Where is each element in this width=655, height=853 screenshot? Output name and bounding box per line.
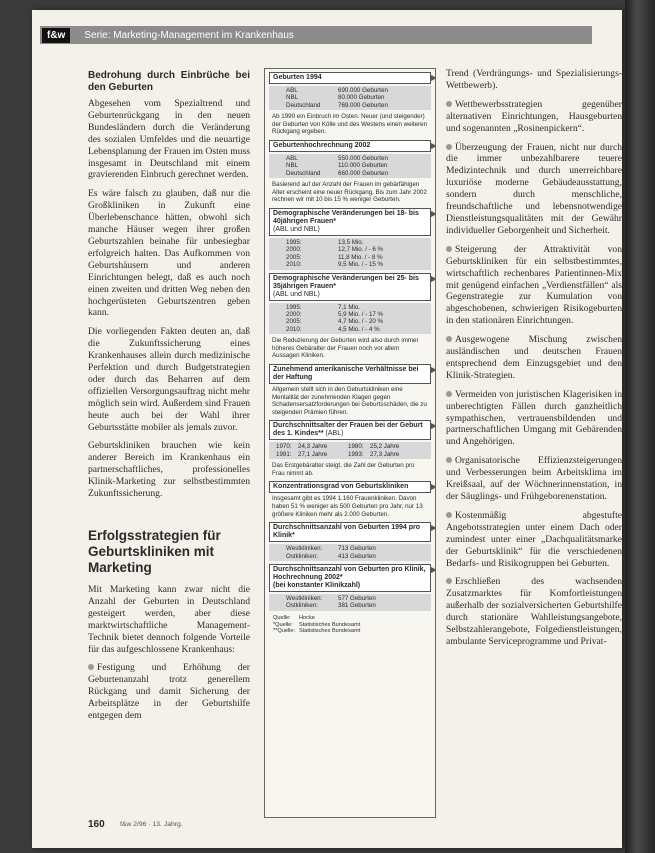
box-note: Basierend auf der Anzahl der Frauen im gebärfähigen Alter erscheint eine neuer Rückgang. Bis zum Jahr 2002 rechnen wir mit 10 bis 15 % weniger Geburten. [272,181,427,204]
stat-rows [269,238,431,270]
stat-row: Deutschland 769.000 Geburten [286,101,388,109]
paragraph: Die vorliegenden Fakten deuten an, daß die Zukunftssicherung eines Krankenhauses allein durch medizinische Perfektion und durch Budgetstrategien oder durch das Beharren auf dem offiziellen Versorgungsauftrag nicht mehr möglich sein wird. Außerdem sind Frauen heute auch bei der Wahl ihrer Geburtsstätte mobiler als jemals zuvor. [88,326,250,433]
box-title: Geburtenhochrechnung 2002 [269,140,431,152]
bullet-icon [446,336,452,342]
box-title: Demographische Veränderungen bei 25- bis 35jährigen Frauen* (ABL und NBL) [269,273,431,301]
bullet-paragraph: Steigerung der Attraktivität von Geburtskliniken für ein selbstbestimmtes, wirtschaftlich rechenbares Patientinnen-Mix mit genügend einfachen „Verdienstfällen“ als Gegenstrategie zur Kumulation von abgeschobenen, schwierigen Risikogeburten in den stationären Einrichtungen. [446,243,622,327]
stat-row: 2000: 12,7 Mio. / - 6 % [286,246,384,254]
box-title: Durchschnittsanzahl von Geburten 1994 pro Klinik* [269,522,431,542]
bullet-icon [88,664,94,670]
book-spine [625,0,655,853]
stat-row: Deutschland 660.000 Geburten [286,169,388,177]
bullet-paragraph: Überzeugung der Frauen, nicht nur durch die immer unbezahlbarere teuere Medizintechnik und durch unerreichbare luxuriöse moderne Gebäudeausstattung, sondern durch menschliche, freundschaftliche und lebensnotwendige Dienstleistungsqualitäten mit der Gewähr individueller Geborgenheit und Sicherheit. [446,141,622,236]
box-title: Demographische Veränderungen bei 18- bis 40jährigen Frauen* (ABL und NBL) [269,208,431,236]
stat-box-births-1994 [269,72,431,137]
main-heading: Erfolgsstrategien für Geburtskliniken mit Marketing [88,528,221,575]
stat-row: 2000: 5,9 Mio. / - 17 % [286,311,384,319]
stat-row: 2005: 11,8 Mio. / - 8 % [286,253,383,261]
stat-rows [269,154,431,178]
stat-box-avg-births-1994 [269,522,431,561]
bullet-icon [446,512,452,518]
paragraph: Mit Marketing kann zwar nicht die Anzahl der Geburten in Deutschland gesteigert werden, aber diese marktwirtschaftliche Management-Technik bietet dennoch folgende Vorteile für das aufgeschlossene Krankenhaus: [88,584,250,655]
magazine-logo: f&w [42,28,70,43]
stat-box-demographics-25-35 [269,273,431,361]
paragraph: Festigung und Erhöhung der Geburtenanzahl trotz generellem Rückgang und damit Sicherung der Arbeitsplätze in der Geburtshilfe entgegen dem [88,662,250,722]
left-column [88,70,250,729]
stat-row: ABL 690.000 Geburten [286,87,388,94]
stat-rows [269,303,431,335]
box-title: Zunehmend amerikanische Verhältnisse bei der Haftung [269,364,431,384]
issue-info: f&w 2/96 · 13. Jahrg. [120,821,183,828]
stat-row: Westkliniken: 713 Geburten [286,545,376,553]
bullet-icon [446,101,452,107]
bullet-paragraph: Wettbewerbsstrategien gegenüber alternativen Einrichtungen, Hausgeburten und sogenannten „Rosinenpickern“. [446,98,622,134]
section-heading: Bedrohung durch Einbrüche bei den Geburten [88,70,250,93]
stat-row: Ostkliniken: 413 Geburten [286,552,376,560]
stat-box-projection-2002 [269,140,431,205]
stat-row: 2010: 4,5 Mio. / - 4 % [286,325,380,333]
stat-row: NBL 80.000 Geburten [286,94,385,102]
bullet-paragraph: Vermeiden von juristischen Klagerisiken in unberechtigten Fällen durch ganzheitlich sympathischen, vertrauensbildenden und partnerschaftlichen Umgang mit Gebärenden und Angehörigen. [446,388,622,448]
stat-row: 1995: 13,5 Mio. [286,239,364,246]
box-note: Die Reduzierung der Geburten wird also durch immer höheres Gebäralter der Frauen noch vor allem Aussagen Kliniken. [272,337,419,360]
stat-box-demographics-18-40 [269,208,431,270]
box-note: Das Erstgebäralter steigt, die Zahl der Geburten pro Frau nimmt ab. [272,462,415,477]
box-note: Insgesamt gibt es 1994 1.160 Frauenkliniken. Davon haben 51 % weniger als 500 Geburten pro Jahr, nur 13 größere Kliniken mehr als 2.000 Geburten. [272,495,423,518]
stat-row: ABL 550.000 Geburten [286,155,388,162]
stat-rows [269,594,431,611]
stat-box-concentration [269,481,431,519]
bullet-paragraph: Erschließen des wachsenden Zusatzmarktes für Komfortleistungen außerhalb der sozialversicherten Geburtshilfe durch stationäre Wahlleistungsangebote, Selbstzahlerangebote, Folgedienstleistungen, ambulante Serviceprogramme und Privat- [446,576,622,647]
bullet-icon [446,246,452,252]
paragraph: Trend (Verdrängungs- und Spezialisierungs-Wettbewerb). [446,68,622,91]
bullet-icon [446,578,452,584]
stat-row: NBL 110.000 Geburten [286,162,388,170]
stat-row: 1991: 27,1 Jahre 1993: 27,3 Jahre [276,450,400,458]
bullet-paragraph: Organisatorische Effizienzsteigerungen und Verbesserungen beim Arbeitsklima im Kreißsaal, auf der Wöchnerinnenstation, in der Säuglings- und Frühgeborenenstation. [446,455,622,502]
legend-row: *Quelle: Statistisches Bundesamt [273,621,361,628]
stat-row: 1995: 7,1 Mio. [286,303,361,311]
box-note: Allgemein stellt sich in den Geburtskliniken eine Mentalität der zunehmenden Klagen gegen Schadensersatzforderungen bei Geburtsschäden, die zu steigenden Prämien führen. [272,386,427,416]
paragraph: Geburtskliniken brauchen wie kein anderer Bereich im Krankenhaus ein partnerschaftliches, professionelles Klinik-Marketing zur selbstbestimmten Zukunftssicherung. [88,440,250,500]
stat-row: Westkliniken: 577 Geburten [286,595,376,602]
stat-rows [269,86,431,110]
box-title: Durchschnittsalter der Frauen bei der Geburt des 1. Kindes** (ABL) [269,420,431,440]
bullet-paragraph: Kostenmäßig abgestufte Angebotsstrategien unter einem Dach oder zumindest unter einer „Dachqualitätsmarke der Geburtsklinik“ für die verschiedenen Bedarfs- und Risikogruppen bei Geburten. [446,509,622,569]
stat-box-avg-births-2002 [269,564,431,611]
bullet-icon [446,457,452,463]
series-title: Serie: Marketing-Management im Krankenhaus [84,29,294,41]
stat-box-liability [269,364,431,417]
statistics-sidebar [264,68,436,818]
box-title: Geburten 1994 [269,72,431,84]
stat-row: 1970: 24,3 Jahre 1980: 25,2 Jahre [276,443,400,451]
stat-row: 2005: 4,7 Mio. / - 20 % [286,318,384,326]
legend-row: **Quelle: Statistisches Bundesamt [273,628,361,635]
page-number: 160 [88,819,105,830]
right-column [446,68,622,655]
box-title: Konzentrationsgrad von Geburtskliniken [269,481,431,493]
stat-rows [269,544,431,561]
series-header [40,26,592,44]
bullet-icon [446,391,452,397]
stat-row: Ostkliniken: 381 Geburten [286,602,376,610]
paragraph: Es wäre falsch zu glauben, daß nur die Großkliniken in Zukunft eine Überlebenschance hätten, obwohl sich manche Häuser wegen ihrer großen Geburtszahlen beinahe für unbesiegbar erfolgreich halten. Das Aufkommen von Geburtshäusern und anderen Einrichtungen belegt, daß es auch noch einen zweiten und dritten Weg neben den hochgerüsteten Geburtszentren geben kann. [88,188,250,319]
box-note: Ab 1990 ein Einbruch im Osten. Neuer (und steigender) der Geburten von Kölle und des Westens einen weiteren Rückgang ergeben. [272,113,428,136]
stat-box-maternal-age [269,420,431,478]
bullet-paragraph: Ausgewogene Mischung zwischen ausländischen und deutschen Frauen entsprechend dem Einzugsgebiet und den Klinik-Strategien. [446,334,622,381]
box-title: Durchschnittsanzahl von Geburten pro Klinik, Hochrechnung 2002* (bei konstanter Klinikzahl) [269,564,431,592]
stat-row: 2010: 9,5 Mio. / - 15 % [286,261,384,269]
stat-rows [269,442,431,459]
legend-row: Quelle: Hocke [273,614,315,621]
paragraph: Abgesehen vom Spezialtrend und Geburtenrückgang in den neuen Bundesländern durch die Veränderung des sozialen Umfeldes und die neuartige Lebensplanung der Frauen im Osten muss insgesamt in Deutschland mit einem gravierenden Einbruch gerechnet werden. [88,98,250,181]
bullet-icon [446,144,452,150]
sources-legend [265,613,435,637]
